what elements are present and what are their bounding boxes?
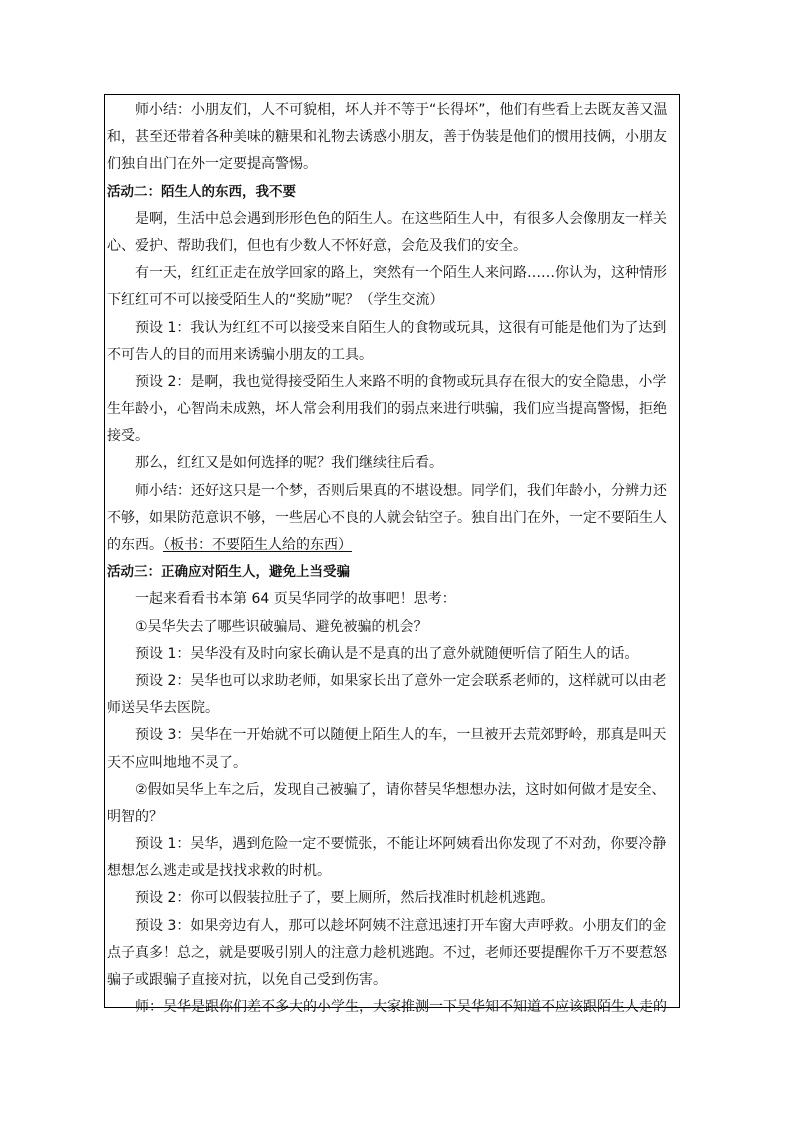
document-body [107,97,677,1016]
paragraph-line: 下红红可不可以接受陌生人的“奖励”呢？（学生交流） [107,292,444,309]
paragraph-line: 接受。 [107,428,149,445]
blackboard-note: （板书：不要陌生人给的东西） [163,537,352,553]
paragraph-line: 师：吴华是跟你们差不多大的小学生，大家推测一下吴华知不知道不应该跟陌生人走的 [135,999,667,1016]
paragraph-line: 生年龄小，心智尚未成熟，坏人常会利用我们的弱点来进行哄骗，我们应当提高警惕，拒绝 [107,401,667,418]
paragraph-line [107,532,677,559]
paragraph-line: 是啊，生活中总会遇到形形色色的陌生人。在这些陌生人中，有很多人会像朋友一样关 [135,210,667,227]
paragraph-text: 的东西。 [107,537,163,553]
paragraph-line: 不可告人的目的而用来诱骗小朋友的工具。 [107,346,373,363]
paragraph-line: 预设 3：吴华在一开始就不可以随便上陌生人的车，一旦被开去荒郊野岭，那真是叫天 [135,727,667,744]
paragraph-line: 骗子或跟骗子直接对抗，以免自己受到伤害。 [107,972,387,988]
paragraph-line: 预设 3：如果旁边有人，那可以趁坏阿姨不注意迅速打开车窗大声呼救。小朋友们的金 [135,917,667,934]
section-heading: 活动三：正确应对陌生人，避免上当受骗 [107,564,350,581]
paragraph-line: 预设 2：是啊，我也觉得接受陌生人来路不明的食物或玩具存在很大的安全隐患，小学 [135,373,667,390]
paragraph-line: ②假如吴华上车之后，发现自己被骗了，请你替吴华想想办法，这时如何做才是安全、 [135,781,666,798]
paragraph-line: 预设 2：你可以假装拉肚子了，要上厕所，然后找准时机趁机逃跑。 [135,890,555,907]
paragraph-line: 预设 1：我认为红红不可以接受来自陌生人的食物或玩具，这很有可能是他们为了达到 [135,319,667,336]
paragraph-line: 心、爱护、帮助我们，但也有少数人不怀好意，会危及我们的安全。 [107,237,527,254]
section-heading: 活动二：陌生人的东西，我不要 [107,183,296,200]
paragraph-line: 不够，如果防范意识不够，一些居心不良的人就会钻空子。独自出门在外，一定不要陌生人 [107,509,667,526]
paragraph-line: 一起来看看书本第 64 页吴华同学的故事吧！思考： [135,591,456,608]
paragraph-line: 天不应叫地地不灵了。 [107,754,247,771]
paragraph-line: 师小结：小朋友们，人不可貌相，坏人并不等于“长得坏”，他们有些看上去既友善又温 [135,102,668,118]
paragraph-line: 那么，红红又是如何选择的呢？我们继续往后看。 [135,455,443,472]
paragraph-line: 师小结：还好这只是一个梦，否则后果真的不堪设想。同学们，我们年龄小，分辨力还 [135,482,667,499]
paragraph-line: 有一天，红红正走在放学回家的路上，突然有一个陌生人来问路……你认为，这种情形 [135,265,667,282]
paragraph-line: 和，甚至还带着各种美味的糖果和礼物去诱惑小朋友，善于伪装是他们的惯用技俩，小朋友 [107,129,667,146]
paragraph-line: 点子真多！总之，就是要吸引别人的注意力趁机逃跑。不过，老师还要提醒你千万不要惹怒 [107,944,667,961]
paragraph-line: ①吴华失去了哪些识破骗局、避免被骗的机会？ [135,618,428,635]
paragraph-line: 预设 2：吴华也可以求助老师，如果家长出了意外一定会联系老师的，这样就可以由老 [135,672,667,689]
paragraph-line: 明智的？ [107,808,163,825]
paragraph-line: 预设 1：吴华，遇到危险一定不要慌张，不能让坏阿姨看出你发现了不对劲，你要冷静 [135,836,667,853]
paragraph-line: 师送吴华去医院。 [107,700,219,717]
paragraph-line: 们独自出门在外一定要提高警惕。 [107,156,317,173]
paragraph-line: 想想怎么逃走或是找找求救的时机。 [107,863,331,880]
paragraph-line: 预设 1：吴华没有及时向家长确认是不是真的出了意外就随便听信了陌生人的话。 [135,645,639,662]
